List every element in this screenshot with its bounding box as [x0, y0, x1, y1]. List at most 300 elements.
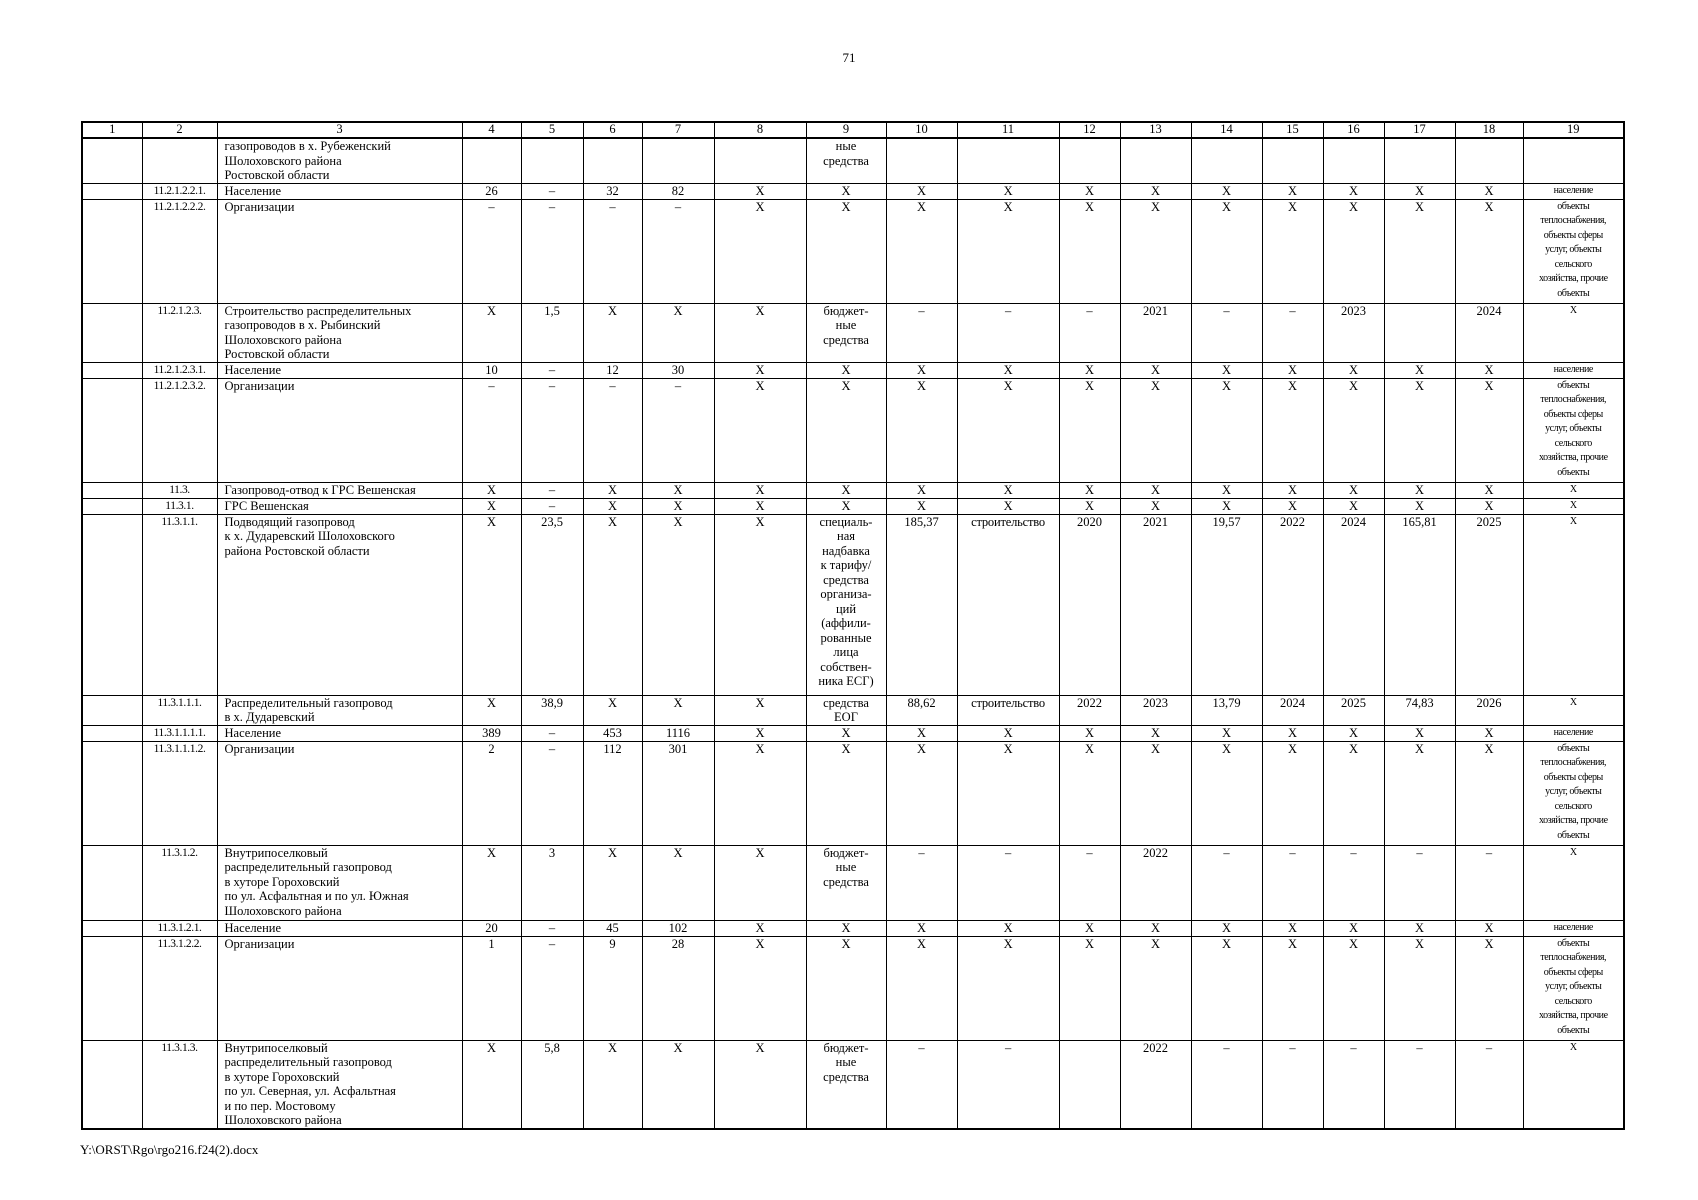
cell-col3: Подводящий газопровод к х. Дударевский Шолоховского района Ростовской области: [217, 514, 462, 695]
cell-col4: Х: [462, 303, 521, 362]
cell-col16: Х: [1323, 482, 1384, 498]
cell-col5: –: [521, 725, 583, 741]
cell-col17: Х: [1384, 183, 1455, 199]
cell-col9: бюджет- ные средства: [806, 1040, 886, 1129]
cell-col8: Х: [714, 303, 806, 362]
header-cell-col10: 10: [886, 122, 957, 138]
table-row: [82, 378, 1624, 482]
cell-col14: Х: [1191, 725, 1262, 741]
cell-col9: ные средства: [806, 138, 886, 183]
cell-col4: [462, 138, 521, 183]
cell-col13: Х: [1120, 482, 1191, 498]
cell-col9: Х: [806, 725, 886, 741]
cell-col12: Х: [1059, 498, 1120, 514]
cell-col4: 26: [462, 183, 521, 199]
cell-col3: Внутрипоселковый распределительный газопровод в хуторе Гороховский по ул. Северная, ул. Асфальтная и по пер. Мостовому Шолоховского района: [217, 1040, 462, 1129]
cell-col11: Х: [957, 378, 1059, 482]
header-cell-col1: 1: [82, 122, 142, 138]
cell-col7: 28: [642, 936, 714, 1040]
cell-col17: –: [1384, 1040, 1455, 1129]
cell-col11: Х: [957, 725, 1059, 741]
cell-col12: 2022: [1059, 695, 1120, 725]
cell-col10: Х: [886, 199, 957, 303]
cell-col12: Х: [1059, 725, 1120, 741]
cell-col7: 301: [642, 741, 714, 845]
cell-col2: 11.3.1.: [142, 498, 217, 514]
cell-col2: 11.3.1.1.1.: [142, 695, 217, 725]
cell-col7: 30: [642, 362, 714, 378]
cell-col17: [1384, 138, 1455, 183]
cell-col13: Х: [1120, 378, 1191, 482]
table-row: [82, 498, 1624, 514]
cell-col8: Х: [714, 514, 806, 695]
cell-col9: Х: [806, 936, 886, 1040]
cell-col1: [82, 936, 142, 1040]
cell-col5: 5,8: [521, 1040, 583, 1129]
cell-col1: [82, 725, 142, 741]
cell-col17: Х: [1384, 498, 1455, 514]
cell-col19: объекты теплоснабжения, объекты сферы услуг, объекты сельского хозяйства, прочие объекты: [1523, 199, 1624, 303]
cell-col11: Х: [957, 482, 1059, 498]
cell-col16: Х: [1323, 183, 1384, 199]
cell-col16: Х: [1323, 498, 1384, 514]
table-row: [82, 1040, 1624, 1129]
cell-col15: Х: [1262, 199, 1323, 303]
cell-col14: –: [1191, 1040, 1262, 1129]
cell-col10: –: [886, 1040, 957, 1129]
cell-col3: Внутрипоселковый распределительный газопровод в хуторе Гороховский по ул. Асфальтная и по ул. Южная Шолоховского района: [217, 845, 462, 920]
cell-col11: [957, 138, 1059, 183]
cell-col4: Х: [462, 845, 521, 920]
cell-col5: –: [521, 741, 583, 845]
cell-col3: Распределительный газопровод в х. Дударевский: [217, 695, 462, 725]
cell-col15: Х: [1262, 725, 1323, 741]
cell-col15: Х: [1262, 482, 1323, 498]
header-cell-col7: 7: [642, 122, 714, 138]
cell-col12: –: [1059, 845, 1120, 920]
header-cell-col19: 19: [1523, 122, 1624, 138]
table-row: [82, 514, 1624, 695]
cell-col17: Х: [1384, 741, 1455, 845]
cell-col2: 11.3.1.1.1.2.: [142, 741, 217, 845]
cell-col5: –: [521, 920, 583, 936]
cell-col19: Х: [1523, 514, 1624, 695]
cell-col5: –: [521, 183, 583, 199]
cell-col9: Х: [806, 199, 886, 303]
cell-col15: 2022: [1262, 514, 1323, 695]
cell-col11: Х: [957, 920, 1059, 936]
cell-col8: Х: [714, 695, 806, 725]
cell-col14: [1191, 138, 1262, 183]
cell-col10: Х: [886, 936, 957, 1040]
cell-col17: Х: [1384, 936, 1455, 1040]
cell-col10: 185,37: [886, 514, 957, 695]
cell-col4: Х: [462, 695, 521, 725]
cell-col14: 19,57: [1191, 514, 1262, 695]
cell-col6: 45: [583, 920, 642, 936]
cell-col18: Х: [1455, 482, 1523, 498]
cell-col9: Х: [806, 741, 886, 845]
cell-col16: Х: [1323, 725, 1384, 741]
cell-col1: [82, 362, 142, 378]
cell-col9: Х: [806, 482, 886, 498]
cell-col17: Х: [1384, 725, 1455, 741]
cell-col19: Х: [1523, 1040, 1624, 1129]
cell-col9: Х: [806, 362, 886, 378]
cell-col1: [82, 920, 142, 936]
cell-col12: Х: [1059, 199, 1120, 303]
cell-col1: [82, 498, 142, 514]
cell-col4: Х: [462, 498, 521, 514]
cell-col10: Х: [886, 362, 957, 378]
cell-col5: –: [521, 498, 583, 514]
cell-col14: Х: [1191, 741, 1262, 845]
cell-col13: Х: [1120, 362, 1191, 378]
cell-col18: Х: [1455, 183, 1523, 199]
cell-col7: Х: [642, 498, 714, 514]
cell-col11: –: [957, 1040, 1059, 1129]
cell-col13: Х: [1120, 741, 1191, 845]
cell-col5: –: [521, 936, 583, 1040]
cell-col13: Х: [1120, 936, 1191, 1040]
cell-col15: Х: [1262, 183, 1323, 199]
cell-col8: Х: [714, 741, 806, 845]
cell-col10: –: [886, 303, 957, 362]
cell-col15: Х: [1262, 741, 1323, 845]
cell-col5: [521, 138, 583, 183]
cell-col16: Х: [1323, 741, 1384, 845]
table-row: [82, 936, 1624, 1040]
cell-col14: –: [1191, 845, 1262, 920]
cell-col2: 11.3.1.2.2.: [142, 936, 217, 1040]
cell-col1: [82, 845, 142, 920]
cell-col7: [642, 138, 714, 183]
cell-col4: Х: [462, 482, 521, 498]
cell-col16: 2025: [1323, 695, 1384, 725]
cell-col3: Газопровод-отвод к ГРС Вешенская: [217, 482, 462, 498]
cell-col1: [82, 199, 142, 303]
cell-col6: Х: [583, 303, 642, 362]
cell-col9: бюджет- ные средства: [806, 303, 886, 362]
cell-col16: 2023: [1323, 303, 1384, 362]
cell-col1: [82, 741, 142, 845]
cell-col2: 11.2.1.2.2.1.: [142, 183, 217, 199]
cell-col14: Х: [1191, 936, 1262, 1040]
cell-col16: Х: [1323, 920, 1384, 936]
cell-col13: 2021: [1120, 303, 1191, 362]
cell-col14: Х: [1191, 498, 1262, 514]
cell-col2: 11.3.1.2.1.: [142, 920, 217, 936]
cell-col7: Х: [642, 1040, 714, 1129]
cell-col6: 32: [583, 183, 642, 199]
cell-col18: Х: [1455, 741, 1523, 845]
cell-col14: Х: [1191, 199, 1262, 303]
cell-col1: [82, 695, 142, 725]
cell-col17: Х: [1384, 199, 1455, 303]
cell-col7: –: [642, 378, 714, 482]
cell-col9: Х: [806, 183, 886, 199]
cell-col7: Х: [642, 845, 714, 920]
cell-col13: 2022: [1120, 845, 1191, 920]
cell-col6: –: [583, 378, 642, 482]
cell-col6: [583, 138, 642, 183]
cell-col14: Х: [1191, 920, 1262, 936]
cell-col8: Х: [714, 183, 806, 199]
cell-col18: [1455, 138, 1523, 183]
cell-col16: –: [1323, 1040, 1384, 1129]
header-cell-col8: 8: [714, 122, 806, 138]
cell-col15: Х: [1262, 498, 1323, 514]
cell-col3: газопроводов в х. Рубеженский Шолоховского района Ростовской области: [217, 138, 462, 183]
cell-col19: население: [1523, 725, 1624, 741]
cell-col6: 12: [583, 362, 642, 378]
cell-col19: [1523, 138, 1624, 183]
table-row: [82, 845, 1624, 920]
cell-col13: Х: [1120, 725, 1191, 741]
cell-col10: [886, 138, 957, 183]
cell-col16: Х: [1323, 378, 1384, 482]
cell-col4: Х: [462, 1040, 521, 1129]
cell-col7: Х: [642, 482, 714, 498]
cell-col6: Х: [583, 695, 642, 725]
cell-col19: население: [1523, 920, 1624, 936]
header-cell-col16: 16: [1323, 122, 1384, 138]
cell-col6: Х: [583, 1040, 642, 1129]
cell-col4: 1: [462, 936, 521, 1040]
cell-col1: [82, 303, 142, 362]
cell-col9: специаль- ная надбавка к тарифу/ средства организа- ций (аффили- рованные лица собствен- ника ЕСГ): [806, 514, 886, 695]
header-cell-col4: 4: [462, 122, 521, 138]
cell-col7: 102: [642, 920, 714, 936]
cell-col19: Х: [1523, 482, 1624, 498]
cell-col19: объекты теплоснабжения, объекты сферы услуг, объекты сельского хозяйства, прочие объекты: [1523, 378, 1624, 482]
table-row: [82, 920, 1624, 936]
cell-col18: Х: [1455, 725, 1523, 741]
cell-col1: [82, 514, 142, 695]
cell-col6: Х: [583, 482, 642, 498]
cell-col14: 13,79: [1191, 695, 1262, 725]
cell-col16: Х: [1323, 936, 1384, 1040]
cell-col13: 2022: [1120, 1040, 1191, 1129]
cell-col13: Х: [1120, 498, 1191, 514]
cell-col6: Х: [583, 845, 642, 920]
cell-col11: Х: [957, 936, 1059, 1040]
cell-col17: [1384, 303, 1455, 362]
cell-col7: Х: [642, 514, 714, 695]
cell-col3: Население: [217, 183, 462, 199]
cell-col12: [1059, 138, 1120, 183]
cell-col1: [82, 378, 142, 482]
cell-col5: 23,5: [521, 514, 583, 695]
cell-col15: –: [1262, 1040, 1323, 1129]
cell-col17: 165,81: [1384, 514, 1455, 695]
table-row: [82, 362, 1624, 378]
cell-col3: Организации: [217, 199, 462, 303]
cell-col18: Х: [1455, 498, 1523, 514]
cell-col10: Х: [886, 498, 957, 514]
cell-col10: Х: [886, 741, 957, 845]
cell-col15: –: [1262, 845, 1323, 920]
cell-col2: 11.3.1.1.: [142, 514, 217, 695]
cell-col3: Население: [217, 725, 462, 741]
cell-col11: Х: [957, 199, 1059, 303]
cell-col13: [1120, 138, 1191, 183]
cell-col13: Х: [1120, 199, 1191, 303]
cell-col4: –: [462, 199, 521, 303]
cell-col19: Х: [1523, 695, 1624, 725]
cell-col6: 112: [583, 741, 642, 845]
header-cell-col15: 15: [1262, 122, 1323, 138]
cell-col2: 11.3.1.2.: [142, 845, 217, 920]
cell-col18: –: [1455, 845, 1523, 920]
cell-col14: –: [1191, 303, 1262, 362]
header-cell-col5: 5: [521, 122, 583, 138]
cell-col3: Население: [217, 920, 462, 936]
cell-col3: Организации: [217, 741, 462, 845]
header-cell-col12: 12: [1059, 122, 1120, 138]
cell-col7: Х: [642, 695, 714, 725]
cell-col18: 2025: [1455, 514, 1523, 695]
cell-col12: 2020: [1059, 514, 1120, 695]
cell-col12: Х: [1059, 482, 1120, 498]
cell-col17: 74,83: [1384, 695, 1455, 725]
cell-col16: 2024: [1323, 514, 1384, 695]
cell-col3: Организации: [217, 378, 462, 482]
cell-col4: 20: [462, 920, 521, 936]
cell-col4: Х: [462, 514, 521, 695]
cell-col2: [142, 138, 217, 183]
cell-col1: [82, 183, 142, 199]
cell-col13: 2021: [1120, 514, 1191, 695]
cell-col16: Х: [1323, 199, 1384, 303]
cell-col9: Х: [806, 378, 886, 482]
cell-col9: средства ЕОГ: [806, 695, 886, 725]
cell-col11: Х: [957, 183, 1059, 199]
cell-col5: 3: [521, 845, 583, 920]
cell-col8: Х: [714, 378, 806, 482]
cell-col11: –: [957, 303, 1059, 362]
table-row: [82, 695, 1624, 725]
cell-col15: Х: [1262, 362, 1323, 378]
cell-col5: 38,9: [521, 695, 583, 725]
cell-col5: –: [521, 199, 583, 303]
cell-col12: Х: [1059, 378, 1120, 482]
cell-col17: Х: [1384, 362, 1455, 378]
cell-col8: Х: [714, 482, 806, 498]
cell-col2: 11.2.1.2.3.1.: [142, 362, 217, 378]
cell-col18: Х: [1455, 378, 1523, 482]
cell-col4: 2: [462, 741, 521, 845]
cell-col6: 453: [583, 725, 642, 741]
cell-col10: Х: [886, 378, 957, 482]
cell-col14: Х: [1191, 183, 1262, 199]
cell-col7: Х: [642, 303, 714, 362]
cell-col10: Х: [886, 725, 957, 741]
cell-col16: [1323, 138, 1384, 183]
cell-col12: Х: [1059, 920, 1120, 936]
cell-col5: 1,5: [521, 303, 583, 362]
cell-col11: Х: [957, 498, 1059, 514]
cell-col8: Х: [714, 725, 806, 741]
cell-col14: Х: [1191, 482, 1262, 498]
cell-col4: –: [462, 378, 521, 482]
cell-col18: 2024: [1455, 303, 1523, 362]
cell-col5: –: [521, 482, 583, 498]
cell-col11: Х: [957, 741, 1059, 845]
cell-col17: Х: [1384, 920, 1455, 936]
table-header: [82, 122, 1624, 138]
cell-col15: Х: [1262, 936, 1323, 1040]
cell-col8: [714, 138, 806, 183]
cell-col8: Х: [714, 936, 806, 1040]
header-cell-col14: 14: [1191, 122, 1262, 138]
header-cell-col9: 9: [806, 122, 886, 138]
cell-col15: –: [1262, 303, 1323, 362]
cell-col2: 11.2.1.2.3.2.: [142, 378, 217, 482]
cell-col16: –: [1323, 845, 1384, 920]
cell-col12: Х: [1059, 183, 1120, 199]
cell-col10: Х: [886, 920, 957, 936]
cell-col12: –: [1059, 303, 1120, 362]
table-body: [82, 138, 1624, 1129]
header-cell-col11: 11: [957, 122, 1059, 138]
cell-col8: Х: [714, 362, 806, 378]
cell-col18: Х: [1455, 362, 1523, 378]
cell-col5: –: [521, 362, 583, 378]
header-cell-col2: 2: [142, 122, 217, 138]
cell-col6: Х: [583, 498, 642, 514]
cell-col19: Х: [1523, 498, 1624, 514]
cell-col12: [1059, 1040, 1120, 1129]
cell-col14: Х: [1191, 378, 1262, 482]
cell-col19: население: [1523, 362, 1624, 378]
cell-col6: Х: [583, 514, 642, 695]
cell-col19: Х: [1523, 303, 1624, 362]
cell-col10: Х: [886, 183, 957, 199]
cell-col12: Х: [1059, 362, 1120, 378]
cell-col3: Организации: [217, 936, 462, 1040]
cell-col15: Х: [1262, 920, 1323, 936]
cell-col8: Х: [714, 920, 806, 936]
file-path-footer: Y:\ORST\Rgo\rgo216.f24(2).docx: [80, 1142, 259, 1157]
cell-col1: [82, 1040, 142, 1129]
page-number: 71: [842, 50, 856, 65]
cell-col18: Х: [1455, 920, 1523, 936]
table-row: [82, 199, 1624, 303]
table-row: [82, 482, 1624, 498]
cell-col8: Х: [714, 1040, 806, 1129]
cell-col12: Х: [1059, 936, 1120, 1040]
cell-col2: 11.3.1.3.: [142, 1040, 217, 1129]
cell-col4: 389: [462, 725, 521, 741]
table-row: [82, 303, 1624, 362]
cell-col8: Х: [714, 845, 806, 920]
cell-col6: 9: [583, 936, 642, 1040]
cell-col2: 11.2.1.2.2.2.: [142, 199, 217, 303]
cell-col11: Х: [957, 362, 1059, 378]
cell-col12: Х: [1059, 741, 1120, 845]
cell-col15: Х: [1262, 378, 1323, 482]
cell-col10: 88,62: [886, 695, 957, 725]
cell-col11: строительство: [957, 514, 1059, 695]
cell-col1: [82, 482, 142, 498]
cell-col7: 82: [642, 183, 714, 199]
cell-col13: 2023: [1120, 695, 1191, 725]
cell-col15: [1262, 138, 1323, 183]
header-cell-col3: 3: [217, 122, 462, 138]
cell-col18: Х: [1455, 936, 1523, 1040]
cell-col1: [82, 138, 142, 183]
